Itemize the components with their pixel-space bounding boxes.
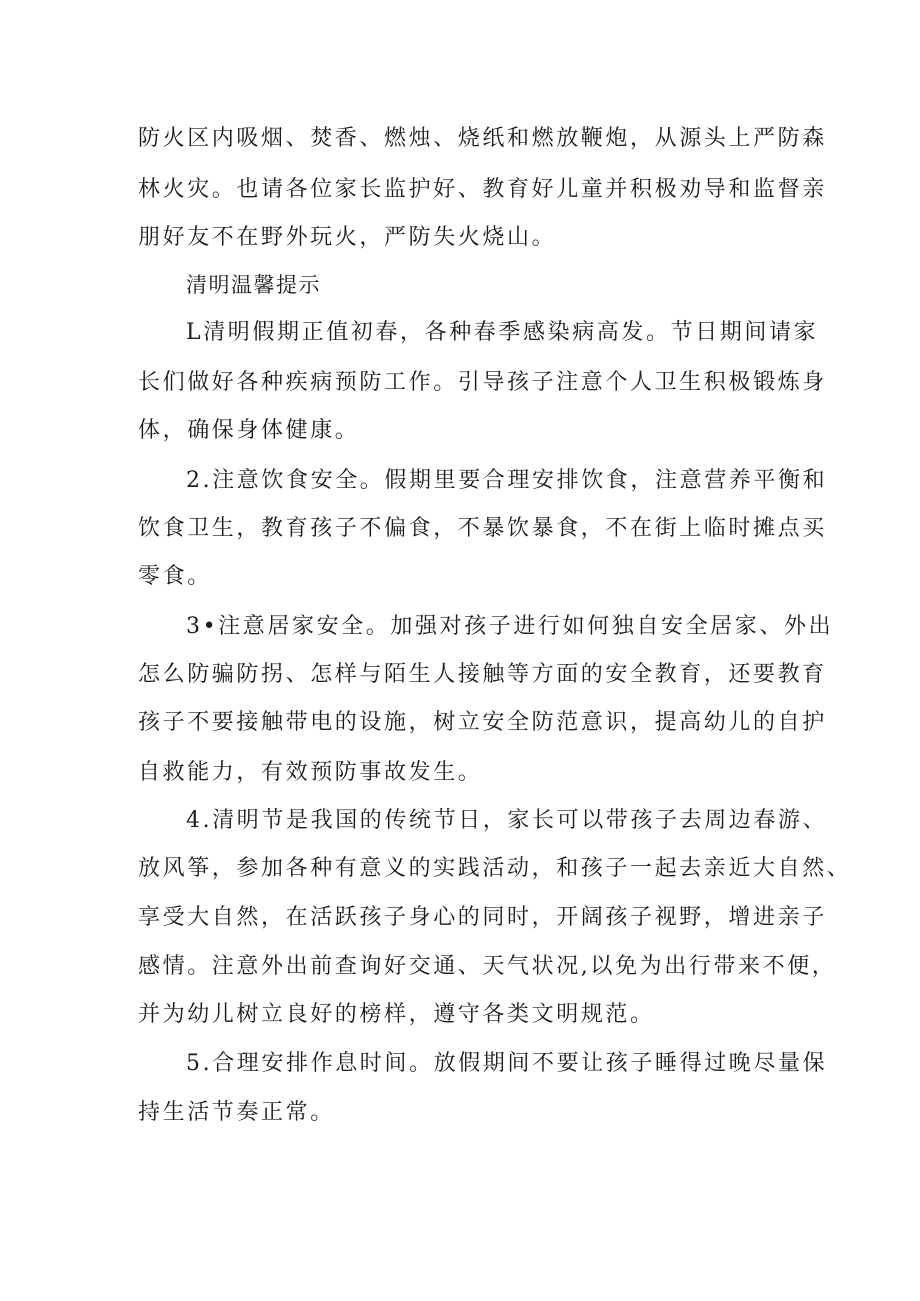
paragraph-4-line-3: 孩子不要接触带电的设施，树立安全防范意识，提高幼儿的自护 xyxy=(138,710,827,735)
paragraph-4-line-4: 自救能力，有效预防事故发生。 xyxy=(138,760,483,785)
paragraph-2-line-2: 长们做好各种疾病预防工作。引导孩子注意个人卫生积极锻炼身 xyxy=(138,370,827,395)
paragraph-6-line-1: 5.合理安排作息时间。放假期间不要让孩子睡得过晚尽量保 xyxy=(186,1051,828,1076)
paragraph-3-line-3: 零食。 xyxy=(138,564,212,589)
paragraph-5-line-1: 4.清明节是我国的传统节日，家长可以带孩子去周边春游、 xyxy=(186,808,828,833)
paragraph-3-line-2: 饮食卫生，教育孩子不偏食，不暴饮暴食，不在街上临时摊点买 xyxy=(138,516,827,541)
paragraph-1-line-3: 朋好友不在野外玩火，严防失火烧山。 xyxy=(138,225,557,250)
paragraph-5-line-2: 放风筝，参加各种有意义的实践活动，和孩子一起去亲近大自然、 xyxy=(138,856,852,881)
paragraph-2-line-3: 体，确保身体健康。 xyxy=(138,418,360,443)
paragraph-4-line-2: 怎么防骗防拐、怎样与陌生人接触等方面的安全教育，还要教育 xyxy=(138,662,827,687)
paragraph-5-line-3: 享受大自然，在活跃孩子身心的同时，开阔孩子视野，增进亲子 xyxy=(138,905,827,930)
paragraph-5-line-4: 感情。注意外出前查询好交通、天气状况,以免为出行带来不便， xyxy=(138,954,837,979)
paragraph-1-line-2: 林火灾。也请各位家长监护好、教育好儿童并积极劝导和监督亲 xyxy=(138,177,827,202)
paragraph-2-line-1: L清明假期正值初春，各种春季感染病高发。节日期间请家 xyxy=(186,320,819,345)
paragraph-4-line-1: 3•注意居家安全。加强对孩子进行如何独自安全居家、外出 xyxy=(186,614,834,639)
section-heading: 清明温馨提示 xyxy=(186,273,321,297)
paragraph-6-line-2: 持生活节奏正常。 xyxy=(138,1100,335,1125)
paragraph-3-line-1: 2.注意饮食安全。假期里要合理安排饮食，注意营养平衡和 xyxy=(186,468,828,493)
paragraph-5-line-5: 并为幼儿树立良好的榜样，遵守各类文明规范。 xyxy=(138,1002,655,1027)
paragraph-1-line-1: 防火区内吸烟、焚香、燃烛、烧纸和燃放鞭炮，从源头上严防森 xyxy=(138,126,827,151)
